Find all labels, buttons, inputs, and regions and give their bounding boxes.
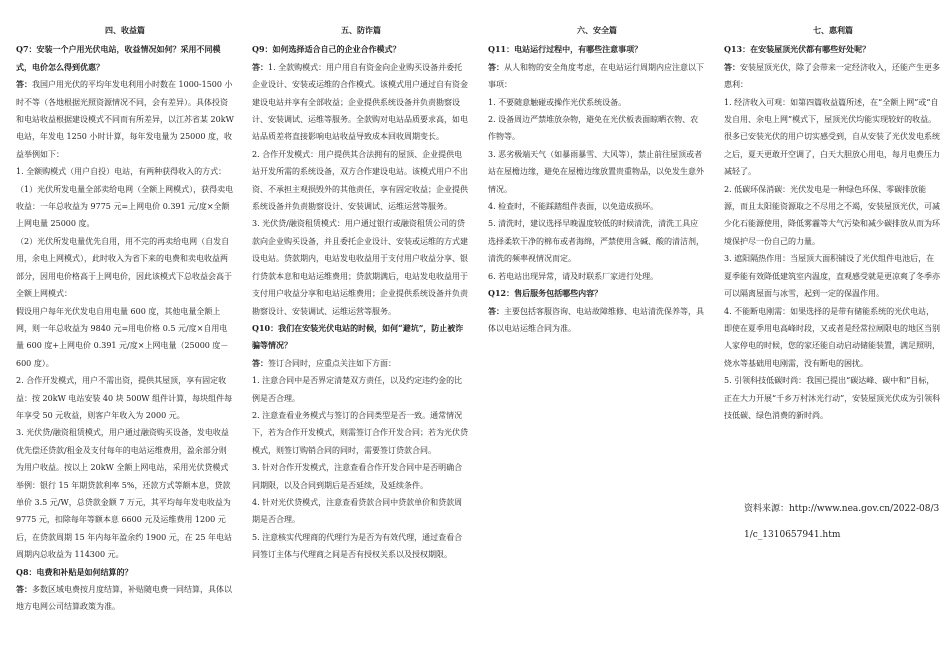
paragraph: 5. 清洗时，建议选择早晚温度较低的时候清洗，清洗工具应选择柔软干净的棉布或者海绵，严禁使用含碱、酸的清洁剂，清洗的频率视情况而定。 xyxy=(488,219,704,264)
answer-text: 多数区域电费按月度结算，补贴随电费一同结算，具体以地方电网公司结算政策为准。 xyxy=(16,585,232,612)
paragraph: 2. 低碳环保消碳：光伏发电是一种绿色环保、零碳排放能源，而且太阳能资源取之不尽用之不竭，安装屋顶光伏，可减少化石能源使用，降低雾霾等大气污染和减少碳排放从而为环境保护尽一份自己的力量。 xyxy=(724,184,940,246)
paragraph: 2. 设备周边严禁堆放杂物，避免在光伏板表面晾晒衣物、农作物等。 xyxy=(488,115,699,142)
section-title-anti-fraud: 五、防诈篇 xyxy=(341,25,381,35)
paragraph: 3. 光伏贷/融资租赁模式：用户通过银行或融资租赁公司的贷款向企业购买设备，并且委托企业设计、安装或运维的方式建设电站。贷款期内，电站发电收益用于支付用户收益分享、银行贷款本息和电站运维费用；贷款期满后，电站发电收益用于支付用户收益分享和电站运维费用；企业提供系统设备并负责勘察设计、安装调试、运维运营等服务。 xyxy=(252,219,468,316)
question-q10: Q10：我们在安装光伏电站的时候，如何“避坑”，防止被诈骗等情况？ xyxy=(252,322,464,351)
source-reference xyxy=(724,496,942,548)
paragraph: 4. 不能断电刚需：如果选择的是带有储能系统的光伏电站，即使在夏季用电高峰时段，又或者是经常拉闸限电的地区当别人家停电的时候，您的家还能自动启动储能装置，满足照明，烧水等基础用电刚需，没有断电的困扰。 xyxy=(724,306,940,368)
answer-text: 安装屋顶光伏，除了会带来一定经济收入，还能产生更多惠利： xyxy=(724,62,940,90)
paragraph: 2. 注意查看业务模式与签订的合同类型是否一致。通常情况下，若为合作开发模式，则需签订合作开发合同；若为光伏贷模式，则签订购销合同的同时，需要签订贷款合同。 xyxy=(252,410,468,455)
answer-label: 答： xyxy=(488,61,504,72)
column-safety xyxy=(488,22,706,337)
answer-q13 xyxy=(724,59,942,94)
section-title-revenue: 四、收益篇 xyxy=(105,25,145,35)
paragraph: 6. 若电站出现异常，请及时联系厂家进行处理。 xyxy=(488,271,659,281)
paragraph: 1. 全额购模式（用户自投）电站，有两种获得收入的方式： xyxy=(16,167,227,177)
answer-text: 签订合同时，应重点关注如下方面： xyxy=(268,358,396,368)
answer-label: 答： xyxy=(488,305,504,316)
column-anti-fraud xyxy=(252,22,470,564)
answer-text: 从人和物的安全角度考虑，在电站运行周期内应注意以下事项： xyxy=(488,62,704,90)
answer-q12 xyxy=(488,303,706,338)
question-q12: Q12：售后服务包括哪些内容？ xyxy=(488,288,603,299)
source-link[interactable]: http://www.nea.gov.cn/2022-08/31/c_1310657941.htm xyxy=(744,504,940,541)
question-q9: Q9：如何选择适合自己的企业合作模式？ xyxy=(252,44,401,55)
column-revenue xyxy=(16,22,234,616)
paragraph: 5. 引领科技低碳时尚：我国已提出“碳达峰、碳中和”目标，正在大力开展“千乡万村沐光行动”，安装屋顶光伏成为引领科技低碳、绿色消费的新时尚。 xyxy=(724,376,941,420)
section-title-benefits: 七、惠利篇 xyxy=(813,25,853,35)
answer-q7 xyxy=(16,76,234,163)
answer-q8 xyxy=(16,581,234,616)
paragraph: （2）光伏所发电量优先自用，用不完的再卖给电网（自发自用，余电上网模式），此时收入为省下来的电费和卖电收益两部分，因用电价格高于上网电价，因此该模式下总收益会高于全额上网模式： xyxy=(16,236,232,299)
answer-q10 xyxy=(252,355,470,372)
section-title-safety: 六、安全篇 xyxy=(577,25,617,35)
answer-label: 答： xyxy=(252,357,268,368)
paragraph: 1. 注意合同中是否界定清楚双方责任，以及约定违约金的比例是否合理。 xyxy=(252,376,463,403)
answer-label: 答： xyxy=(16,79,32,90)
column-benefits xyxy=(724,22,942,548)
paragraph: 3. 针对合作开发模式，注意查看合作开发合同中是否明确合同期限，以及合同到期后是否延续，及延续条件。 xyxy=(252,463,463,490)
question-q13: Q13：在安装屋顶光伏都有哪些好处呢？ xyxy=(724,44,871,55)
paragraph: （1）光伏所发电量全部卖给电网（全额上网模式），获得卖电收益：一年总收益为 9775 元=上网电价 0.391 元/度×全额上网电量 25000 度。 xyxy=(16,184,234,229)
source-label: 资料来源： xyxy=(744,504,790,515)
paragraph: 3. 恶劣极端天气（如暴雨暴雪、大风等），禁止前往屋顶或者站在屋檐边缘，避免在屋檐边缘放置贵重物品，以免发生意外情况。 xyxy=(488,149,704,194)
answer-q9 xyxy=(252,59,470,146)
paragraph: 2. 合作开发模式，用户不需出资，提供其屋顶，享有固定收益：按 20kW 电站安装 40 块 500W 组件计算，每块组件每年享受 50 元收益，则客户年收入为 2000 元。 xyxy=(16,376,233,420)
answer-label: 答： xyxy=(16,584,32,594)
paragraph: 1. 经济收入可观：如第四篇收益篇所述，在“全额上网”或“自发自用、余电上网”模式下，屋顶光伏均能实现较好的收益。很多已安装光伏的用户切实感受到，自从安装了光伏发电系统之后，夏天更敢开空调了，白天大胆放心用电，每月电费压力减轻了。 xyxy=(724,97,940,177)
question-q8: Q8：电费和补贴是如何结算的？ xyxy=(16,566,133,577)
paragraph: 1. 不要随意触碰或操作光伏系统设备。 xyxy=(488,97,627,107)
paragraph: 3. 光伏贷/融资租赁模式，用户通过融资购买设备，发电收益优先偿还贷款/租金及支付每年的电站运维费用，盈余部分则为用户收益。按以上 20kW 全额上网电站，采用光伏贷模式举例：银行 15 年期贷款利率 5%，还款方式等额本息，贷款单价 3.5 元/W，总贷款金额 7 万元，其平均每年发电收益为 9775 元，扣除每年等额本息 6600 元及运维费用 1200 元后，在贷款周期 15 年内每年盈余约 1900 元，在 25 年电站周期内总收益为 114300 元。 xyxy=(16,428,232,560)
paragraph: 4. 针对光伏贷模式，注意查看贷款合同中贷款单价和贷款周期是否合理。 xyxy=(252,497,463,525)
paragraph: 4. 检查时，不能踩踏组件表面，以免造成损坏。 xyxy=(488,202,659,212)
answer-label: 答： xyxy=(252,61,268,72)
paragraph: 5. 注意核实代理商的代理行为是否为有效代理，通过查看合同签订主体与代理商之间是否有授权关系以及授权期限。 xyxy=(252,532,463,560)
answer-q11 xyxy=(488,59,706,94)
answer-text: 1. 全款购模式：用户用自有资金向企业购买设备并委托企业设计、安装或运维的合作模式。该模式用户通过自有资金建设电站并享有全部收益；企业提供系统设备并负责勘察设计、安装调试、运维等服务。全款购对电站品质要求高，如电站品质差将直接影响电站收益导致成本回收周期变长。 xyxy=(252,62,468,142)
paragraph: 2. 合作开发模式：用户提供其合法拥有的屋顶、企业提供电站开发所需的系统设备，双方合作建设电站。该模式用户不出资、不承担主观损毁外的其他责任，享有固定收益；企业提供系统设备并负责勘察设计、安装调试、运维运营等服务。 xyxy=(252,149,468,212)
answer-label: 答： xyxy=(724,61,740,72)
paragraph: 3. 遮阳隔热作用：当屋顶大面积铺设了光伏组件电池后，在夏季能有效降低建筑室内温度，直观感受就是更凉爽了冬季亦可以隔离屋面与冰雪，起到一定的保温作用。 xyxy=(724,254,940,299)
paragraph: 假设用户每年光伏发电自用电量 600 度，其他电量全额上网，则一年总收益为 9840 元=用电价格 0.5 元/度×自用电量 600 度+上网电价 0.391 元/度×上网电量（25000 度－600 度）。 xyxy=(16,306,229,368)
answer-text: 主要包括客服咨询、电站故障维修、电站清洗保养等，具体以电站运维合同为准。 xyxy=(488,306,704,333)
answer-text: 我国户用光伏的平均年发电利用小时数在 1000-1500 小时不等（各地根据光照资源情况不同，会有差异）。具体投资和电站收益根据建设模式不同而有所差异，以江苏省某 20kW 电站，年发电 1250 小时计算，每年发电量为 25000 度，收益举例如下： xyxy=(16,80,234,159)
question-q7: Q7：安装一个户用光伏电站，收益情况如何？采用不同模式，电价怎么得到优惠？ xyxy=(16,44,221,72)
question-q11: Q11：电站运行过程中，有哪些注意事项？ xyxy=(488,44,643,55)
